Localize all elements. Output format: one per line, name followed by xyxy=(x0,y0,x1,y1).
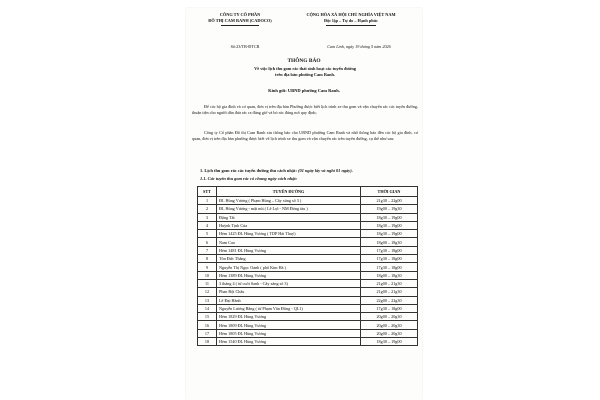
table-row xyxy=(198,230,418,238)
row-route: Hẻm 1481 ĐL Hùng Vương xyxy=(217,246,361,254)
section-1-1-heading: 1.1. Các tuyến thu gom rác có chung ngày cách nhật: xyxy=(200,176,298,181)
place-date: Cam Linh, ngày 19 tháng 5 năm 2026 xyxy=(327,44,391,49)
row-route: Huỳnh Tịnh Của xyxy=(217,221,361,229)
row-time: 21g30 – 22g00 xyxy=(361,197,418,205)
row-time: 22g00 – 22g30 xyxy=(361,296,418,304)
company-name-line1: CÔNG TY CỔ PHẦN xyxy=(219,12,261,17)
row-stt: 15 xyxy=(198,313,217,321)
row-route: Nam Cao xyxy=(217,238,361,246)
row-time: 20g00 – 20g30 xyxy=(361,329,418,337)
table-row xyxy=(198,288,418,296)
table-row xyxy=(198,313,418,321)
row-route: Phan Bội Châu xyxy=(217,288,361,296)
row-time: 21g00 – 21g30 xyxy=(361,288,418,296)
row-route: 3 tháng 4 ( từ cuối Sanh - Cây xăng số 3) xyxy=(217,279,361,287)
section-1-note: (01 ngày lấy và nghỉ 01 ngày). xyxy=(298,168,353,173)
country-name: CỘNG HÒA XÃ HỘI CHỦ NGHĨA VIỆT NAM xyxy=(306,12,396,17)
company-name-line2: ĐÔ THỊ CAM RANH (CADOCO) xyxy=(208,18,272,23)
table-row xyxy=(198,329,418,337)
notice-title: THÔNG BÁO xyxy=(287,58,321,64)
row-stt: 6 xyxy=(198,238,217,246)
row-time: 18g00 – 18g30 xyxy=(361,238,418,246)
row-stt: 2 xyxy=(198,205,217,213)
row-time: 18g30 – 19g00 xyxy=(361,213,418,221)
row-stt: 13 xyxy=(198,296,217,304)
table-row xyxy=(198,321,418,329)
national-motto: Độc lập – Tự do – Hạnh phúc xyxy=(324,18,378,23)
table-row xyxy=(198,213,418,221)
row-route: Hẻm 1809 ĐL Hùng Vương xyxy=(217,321,361,329)
table-row xyxy=(198,296,418,304)
notice-subtitle xyxy=(220,66,390,78)
row-route: Tôn Đức Thắng xyxy=(217,255,361,263)
collection-schedule-table xyxy=(197,186,418,346)
section-1-title: 1. Lịch thu gom rác các tuyến đường thu cách nhật: xyxy=(200,168,297,173)
row-route: Hẻm 1829 ĐL Hùng Vương xyxy=(217,313,361,321)
row-stt: 14 xyxy=(198,304,217,312)
row-stt: 7 xyxy=(198,246,217,254)
national-header xyxy=(288,12,414,26)
row-route: ĐL Hùng Vương ( Phạm Hùng – Cây xăng số 3 ) xyxy=(217,197,361,205)
row-stt: 9 xyxy=(198,263,217,271)
row-stt: 10 xyxy=(198,271,217,279)
row-route: Lê Đại Hành xyxy=(217,296,361,304)
row-stt: 8 xyxy=(198,255,217,263)
table-row xyxy=(198,263,418,271)
row-stt: 4 xyxy=(198,221,217,229)
row-time: 21g00 – 21g30 xyxy=(361,279,418,287)
row-stt: 17 xyxy=(198,329,217,337)
document-number: Số:23/TB-ĐTCR xyxy=(230,44,260,49)
row-stt: 11 xyxy=(198,279,217,287)
row-time: 18g30 – 19g00 xyxy=(361,221,418,229)
row-time: 20g00 – 20g30 xyxy=(361,321,418,329)
section-1-heading xyxy=(200,168,420,173)
table-row xyxy=(198,205,418,213)
table-row xyxy=(198,304,418,312)
row-route: Hẻm 1425 ĐL Hùng Vương ( TDP Hải Thuý) xyxy=(217,230,361,238)
table-row xyxy=(198,271,418,279)
national-header-rule xyxy=(326,25,376,26)
row-time: 19g00 – 19g30 xyxy=(361,205,418,213)
intro-paragraph: Để các hộ gia đình và cơ quan, đơn vị trên địa bàn Phường được biết lịch trình xe thu gom và vận chuyển rác các tuyến đường, thuận tiện cho người dân đưa rác ra đúng giờ và bỏ rác đúng nơi quy định; xyxy=(192,104,418,115)
table-row xyxy=(198,338,418,346)
table-body xyxy=(198,197,418,346)
row-time: 17g30 – 18g00 xyxy=(361,304,418,312)
row-stt: 1 xyxy=(198,197,217,205)
row-route: Hẻm 1389 ĐL Hùng Vương xyxy=(217,271,361,279)
row-time: 17g30 – 18g00 xyxy=(361,246,418,254)
company-header xyxy=(192,12,288,26)
row-stt: 5 xyxy=(198,230,217,238)
row-stt: 3 xyxy=(198,213,217,221)
row-time: 18g30 – 19g00 xyxy=(361,230,418,238)
row-time: 18g00 – 18g30 xyxy=(361,271,418,279)
row-route: Nguyễn Thị Ngọc Oanh ( phố Kim Hà ) xyxy=(217,263,361,271)
row-time: 17g30 – 18g00 xyxy=(361,255,418,263)
row-route: Đặng Tất xyxy=(217,213,361,221)
row-time: 18g30 – 19g00 xyxy=(361,338,418,346)
row-time: 17g30 – 18g00 xyxy=(361,263,418,271)
row-stt: 18 xyxy=(198,338,217,346)
notice-subtitle-line1: Về việc lịch thu gom rác thải sinh hoạt các tuyến đường xyxy=(254,66,356,71)
row-stt: 12 xyxy=(198,288,217,296)
company-header-rule xyxy=(221,25,259,26)
table-row xyxy=(198,197,418,205)
header-time: THỜI GIAN xyxy=(361,187,418,197)
table-row xyxy=(198,255,418,263)
table-row xyxy=(198,279,418,287)
table-header-row xyxy=(198,187,418,197)
table-row xyxy=(198,221,418,229)
notice-subtitle-line2: trên địa bàn phường Cam Ranh. xyxy=(275,72,335,77)
row-time: 20g00 – 20g30 xyxy=(361,313,418,321)
recipient-line: Kính gửi: UBND phường Cam Ranh. xyxy=(268,88,340,93)
row-stt: 16 xyxy=(198,321,217,329)
row-route: Hẻm 1540 ĐL Hùng Vương xyxy=(217,338,361,346)
header-route: TUYẾN ĐƯỜNG xyxy=(217,187,361,197)
table-row xyxy=(198,238,418,246)
row-route: ĐL Hùng Vương - mặt núi ( Lê Lợi - NM Đóng tàu ) xyxy=(217,205,361,213)
header-stt: STT xyxy=(198,187,217,197)
row-route: Nguyễn Lương Bằng ( từ Phạm Văn Đồng - QL1) xyxy=(217,304,361,312)
row-route: Hẻm 1805 ĐL Hùng Vương xyxy=(217,329,361,337)
table-row xyxy=(198,246,418,254)
announcement-paragraph: Công ty Cổ phần Đô thị Cam Ranh xin thông báo cho UBND phường Cam Ranh và nhờ thông báo đến các hộ gia đình, cơ quan, đơn vị trên địa bàn phường được biết về lịch trình xe thu gom và vận chuyển rác trên tuyến đường, cụ thể như sau: xyxy=(192,130,418,141)
